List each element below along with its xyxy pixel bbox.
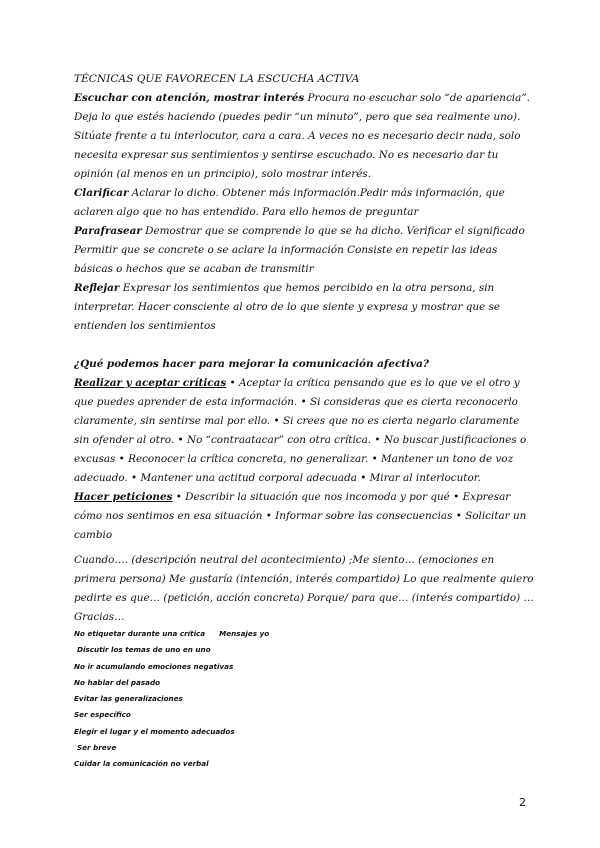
- list-item: Evitar las generalizaciones: [74, 694, 183, 704]
- technique-text: Expresar los sentimientos que hemos percibido en la otra persona, sin interpretar. Hacer consciente al otro de lo que siente y expresa y mostrar que se entienden los sentimientos: [74, 282, 501, 332]
- technique-text: Demostrar que se comprende lo que se ha dicho. Verificar el significado Permitir que se concrete o se aclare la información Consiste en repetir las ideas básicas o hechos que se acaban de transmitir: [74, 225, 525, 275]
- list-item: No hablar del pasado: [74, 677, 161, 687]
- list-item: Cuidar la comunicación no verbal: [74, 759, 209, 769]
- technique-paraphrase: [74, 222, 534, 279]
- technique-listening: [74, 89, 534, 184]
- page-title: TÉCNICAS QUE FAVORECEN LA ESCUCHA ACTIVA: [74, 73, 360, 85]
- technique-term: Clarificar: [74, 187, 129, 199]
- requests-paragraph: [74, 488, 534, 545]
- tip-text-extra: Mensajes yo: [219, 629, 270, 638]
- technique-term: Parafrasear: [74, 225, 142, 237]
- technique-term: Reflejar: [74, 282, 120, 294]
- technique-term: Escuchar con atención, mostrar interés: [74, 92, 305, 104]
- section-heading: ¿Qué podemos hacer para mejorar la comunicación afectiva?: [74, 358, 429, 370]
- list-item: Elegir el lugar y el momento adecuados: [74, 726, 235, 736]
- list-item: Discutir los temas de uno en uno: [77, 645, 211, 655]
- list-item: Ser específico: [74, 710, 131, 720]
- section-spacer: [74, 336, 534, 355]
- technique-clarify: [74, 184, 534, 222]
- tip-text: No etiquetar durante una crítica: [74, 629, 206, 638]
- criticism-term: Realizar y aceptar críticas: [74, 377, 227, 389]
- main-content: [74, 70, 534, 627]
- criticism-text: • Aceptar la crítica pensando que es lo que ve el otro y que puedes aprender de esta información. • Si consideras que es cierta reconocerlo claramente, sin sentirse mal por ello. • Si crees que no es cierta negarlo claramente sin ofender al otro. • No “contraatacar” con otra crítica. • No buscar justificaciones o excusas • Reconocer la crítica concreta, no generalizar. • Mantener un tono de voz adecuado. • Mantener una actitud corporal adecuada • Mirar al interlocutor.: [74, 377, 527, 484]
- technique-text: Procura no escuchar solo “de apariencia”. Deja lo que estés haciendo (puedes pedir “un minuto”, pero que sea realmente uno). Sitúate frente a tu interlocutor, cara a cara. A veces no es necesario decir nada, solo necesita expresar sus sentimientos y sentirse escuchado. No es necesario dar tu opinión (al menos en un principio), solo mostrar interés.: [74, 92, 530, 180]
- page-number: 2: [519, 796, 526, 809]
- list-item: [74, 626, 334, 642]
- list-item: No ir acumulando emociones negativas: [74, 661, 234, 671]
- request-template: Cuando…. (descripción neutral del acontecimiento) ;Me siento… (emociones en primera persona) Me gustaría (intención, interés compartido) Lo que realmente quiero pedirte es que… (petición, acción concreta) Porque/ para que… (interés compartido) … Gracias…: [74, 554, 534, 623]
- technique-reflect: [74, 279, 534, 336]
- technique-text: Aclarar lo dicho. Obtener más información.Pedir más información, que aclaren algo que no has entendido. Para ello hemos de preguntar: [74, 187, 505, 218]
- tips-list: [74, 626, 334, 773]
- requests-text: • Describir la situación que nos incomoda y por qué • Expresar cómo nos sentimos en esa situación • Informar sobre las consecuencias • Solicitar un cambio: [74, 491, 527, 541]
- requests-term: Hacer peticiones: [74, 491, 173, 503]
- list-item: Ser breve: [77, 743, 117, 753]
- criticism-paragraph: [74, 374, 534, 488]
